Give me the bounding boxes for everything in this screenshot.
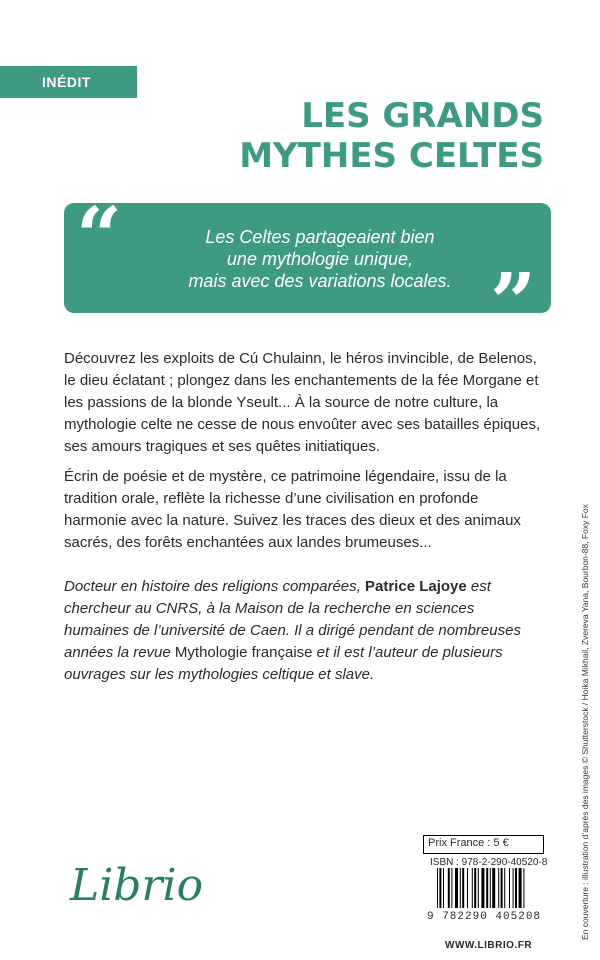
author-intro: Docteur en histoire des religions comparées, [64, 578, 361, 595]
author-bio [64, 576, 542, 686]
image-credit: En couverture : illustration d’après des images © Shutterstock / Hoika Mikhail, Zvereva Yana, Bourbon-88, Foxy Fox [580, 504, 590, 940]
book-title [239, 96, 544, 176]
description-paragraph-2: Écrin de poésie et de mystère, ce patrimoine légendaire, issu de la tradition orale, reflète la richesse d’une civilisation en profonde harmonie avec la nature. Suivez les traces des dieux et des animaux sacrés, des forêts enchantées aux landes brumeuses... [64, 468, 521, 551]
isbn-label: ISBN : 978-2-290-40520-8 [430, 857, 548, 868]
description-paragraph-1: Découvrez les exploits de Cú Chulainn, le héros invincible, de Belenos, le dieu éclatant ; plongez dans les enchantements de la fée Morgane et les passions de la blonde Yseult... À la source de notre culture, la mythologie celte ne cesse de nous envoûter avec ses batailles épiques, ses amours tragiques et ses quêtes initiatiques. [64, 350, 541, 455]
open-quote-icon: “ [76, 189, 123, 283]
author-text-1: est chercheur au CNRS, à la Maison de la recherche en sciences humaines de l’université de Caen. Il a dirigé pendant de nombreuses années la revue [64, 578, 521, 661]
barcode-number: 9 782290 405208 [427, 911, 542, 923]
barcode-icon [437, 868, 545, 908]
inedit-label: INÉDIT [42, 74, 91, 90]
inedit-tab [0, 66, 137, 98]
quote-line-1: Les Celtes partageaient bien [205, 227, 435, 247]
author-text-2: et il est l’auteur de plusieurs ouvrages sur les mythologies celtique et slave. [64, 644, 503, 683]
quote-line-2: une mythologie unique, [226, 249, 414, 269]
librio-logo: Librio [70, 860, 204, 911]
close-quote-icon: ” [490, 255, 537, 349]
title-line-2: MYTHES CELTES [239, 136, 544, 176]
quote-line-3: mais avec des variations locales. [188, 271, 452, 291]
author-name: Patrice Lajoye [365, 578, 467, 595]
website-url: WWW.LIBRIO.FR [445, 940, 533, 951]
journal-name: Mythologie française [174, 644, 313, 661]
price-box [423, 835, 544, 854]
quote-text [150, 226, 490, 292]
price-label: Prix France : 5 € [428, 837, 509, 849]
title-line-1: LES GRANDS [301, 96, 544, 136]
